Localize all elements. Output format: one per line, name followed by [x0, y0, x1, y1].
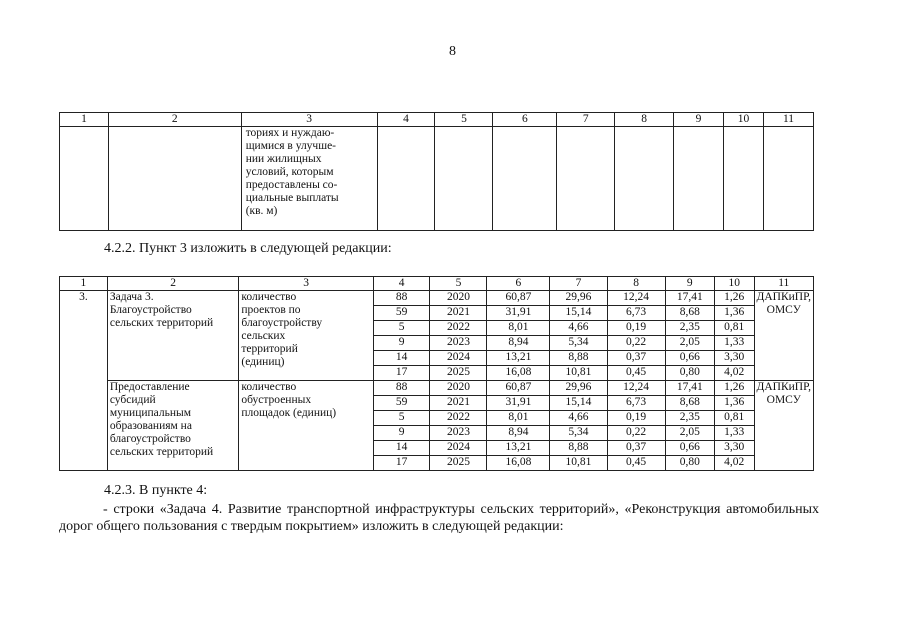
table-cell: 1,36: [714, 396, 754, 411]
table-cell: 12,24: [607, 291, 665, 306]
table-header-row: [60, 113, 814, 127]
table-cell: 0,66: [665, 441, 714, 456]
table-cell: 17,41: [665, 381, 714, 396]
header-cell: 4: [377, 113, 435, 127]
table-cell: 0,19: [607, 321, 665, 336]
table-cell: 0,19: [607, 411, 665, 426]
table-cell: 16,08: [487, 456, 550, 471]
table-cell: 17,41: [665, 291, 714, 306]
table-cell: [108, 127, 241, 231]
table-cell: 1,33: [714, 336, 754, 351]
table-row: [60, 127, 814, 231]
header-cell: 5: [430, 277, 487, 291]
table-cell: 2,05: [665, 336, 714, 351]
table-cell: 5: [373, 411, 430, 426]
indicator-cell: количество проектов по благоустройству сельских территорий (единиц): [239, 291, 373, 381]
table-cell: 13,21: [487, 441, 550, 456]
table-cell: 8,88: [550, 351, 607, 366]
table-cell: 59: [373, 396, 430, 411]
row-number-cell: 3.: [60, 291, 108, 471]
table-cell: 5,34: [550, 426, 607, 441]
header-cell: 8: [615, 113, 674, 127]
table-cell: 2020: [430, 291, 487, 306]
table-cell: 60,87: [487, 291, 550, 306]
table-cell: 2024: [430, 351, 487, 366]
table-cell: 2022: [430, 411, 487, 426]
table-cell: 29,96: [550, 381, 607, 396]
task-name-cell: Задача 3. Благоустройство сельских территорий: [107, 291, 239, 381]
table-cell: 0,22: [607, 426, 665, 441]
table-cell: 5,34: [550, 336, 607, 351]
table-cell: [763, 127, 813, 231]
table-cell: 8,01: [487, 321, 550, 336]
header-cell: 2: [107, 277, 239, 291]
header-cell: 3: [241, 113, 377, 127]
responsible-cell: ДАПКиПР, ОМСУ: [754, 381, 814, 471]
table-cell: 8,94: [487, 336, 550, 351]
table-cell: 17: [373, 366, 430, 381]
table-cell: 2021: [430, 396, 487, 411]
header-cell: 11: [763, 113, 813, 127]
table-cell: [493, 127, 557, 231]
table-cell: 2,05: [665, 426, 714, 441]
header-cell: 4: [373, 277, 430, 291]
table-cell: 9: [373, 336, 430, 351]
table-continuation: [59, 112, 814, 231]
table-cell: 4,66: [550, 321, 607, 336]
table-cell: [674, 127, 724, 231]
table-cell: 2023: [430, 336, 487, 351]
table-cell: 0,80: [665, 366, 714, 381]
table-header-row: [60, 277, 814, 291]
table-cell: 31,91: [487, 396, 550, 411]
table-cell: 0,66: [665, 351, 714, 366]
table-cell: 10,81: [550, 456, 607, 471]
table-cell: 0,80: [665, 456, 714, 471]
table-cell: 0,81: [714, 321, 754, 336]
table-cell: 14: [373, 441, 430, 456]
header-cell: 9: [674, 113, 724, 127]
table-cell: 8,88: [550, 441, 607, 456]
table-cell: 60,87: [487, 381, 550, 396]
table-cell: 4,66: [550, 411, 607, 426]
table-cell: 14: [373, 351, 430, 366]
header-cell: 1: [60, 113, 109, 127]
table-cell: 0,37: [607, 441, 665, 456]
paragraph-text: - строки «Задача 4. Развитие транспортной инфраструктуры сельских территорий», «Реконструкция автомобильных дорог общего пользования с твердым покрытием» изложить в следующей редакции:: [59, 502, 819, 534]
table-cell: 1,36: [714, 306, 754, 321]
table-cell: 2025: [430, 366, 487, 381]
table-cell: 8,68: [665, 396, 714, 411]
table-cell: 15,14: [550, 396, 607, 411]
table-cell: [60, 127, 109, 231]
table-cell: 2020: [430, 381, 487, 396]
table-row: [60, 291, 814, 306]
table-cell: 1,26: [714, 381, 754, 396]
table-cell: 29,96: [550, 291, 607, 306]
measure-name-cell: Предоставление субсидий муниципальным образованиям на благоустройство сельских территорий: [107, 381, 239, 471]
responsible-cell: ДАПКиПР, ОМСУ: [754, 291, 814, 381]
header-cell: 10: [714, 277, 754, 291]
indicator-cell: количество обустроенных площадок (единиц): [239, 381, 373, 471]
header-cell: 10: [724, 113, 764, 127]
table-cell: 0,81: [714, 411, 754, 426]
table-cell: 6,73: [607, 306, 665, 321]
header-cell: 9: [665, 277, 714, 291]
table-cell: 5: [373, 321, 430, 336]
table-cell: 0,45: [607, 366, 665, 381]
table-cell: 16,08: [487, 366, 550, 381]
table-cell: 2023: [430, 426, 487, 441]
header-cell: 3: [239, 277, 373, 291]
header-cell: 2: [108, 113, 241, 127]
indicator-text-cell: ториях и нуждаю- щимися в улучше- нии жилищных условий, которым предоставлены со- циальные выплаты (кв. м): [241, 127, 377, 231]
page-number: 8: [449, 44, 456, 59]
header-cell: 7: [557, 113, 615, 127]
table-cell: 8,68: [665, 306, 714, 321]
table-cell: 2024: [430, 441, 487, 456]
table-cell: 6,73: [607, 396, 665, 411]
table-cell: [724, 127, 764, 231]
header-cell: 8: [607, 277, 665, 291]
table-point-3: [59, 276, 814, 471]
table-cell: [557, 127, 615, 231]
table-cell: 9: [373, 426, 430, 441]
table-cell: 3,30: [714, 441, 754, 456]
table-cell: 2022: [430, 321, 487, 336]
table-cell: 2021: [430, 306, 487, 321]
table-cell: 13,21: [487, 351, 550, 366]
header-cell: 6: [493, 113, 557, 127]
table-cell: 8,01: [487, 411, 550, 426]
table-cell: 88: [373, 381, 430, 396]
header-cell: 1: [60, 277, 108, 291]
table-cell: 15,14: [550, 306, 607, 321]
table-cell: 12,24: [607, 381, 665, 396]
table-row: [60, 381, 814, 396]
table-cell: [377, 127, 435, 231]
header-cell: 6: [487, 277, 550, 291]
table-cell: 4,02: [714, 366, 754, 381]
table-cell: 4,02: [714, 456, 754, 471]
section-heading-4-2-3: 4.2.3. В пункте 4:: [104, 483, 208, 498]
table-cell: 0,45: [607, 456, 665, 471]
header-cell: 7: [550, 277, 607, 291]
table-cell: 88: [373, 291, 430, 306]
table-cell: 31,91: [487, 306, 550, 321]
body-paragraph: [59, 501, 819, 535]
table-cell: 3,30: [714, 351, 754, 366]
table-cell: [435, 127, 493, 231]
table-cell: 2025: [430, 456, 487, 471]
table-cell: 2,35: [665, 411, 714, 426]
table-cell: 1,26: [714, 291, 754, 306]
table-cell: 0,37: [607, 351, 665, 366]
header-cell: 5: [435, 113, 493, 127]
table-cell: 0,22: [607, 336, 665, 351]
table-cell: 10,81: [550, 366, 607, 381]
section-heading-4-2-2: 4.2.2. Пункт 3 изложить в следующей редакции:: [104, 241, 392, 256]
table-cell: [615, 127, 674, 231]
table-cell: 8,94: [487, 426, 550, 441]
table-cell: 59: [373, 306, 430, 321]
table-cell: 17: [373, 456, 430, 471]
table-cell: 1,33: [714, 426, 754, 441]
table-cell: 2,35: [665, 321, 714, 336]
header-cell: 11: [754, 277, 814, 291]
